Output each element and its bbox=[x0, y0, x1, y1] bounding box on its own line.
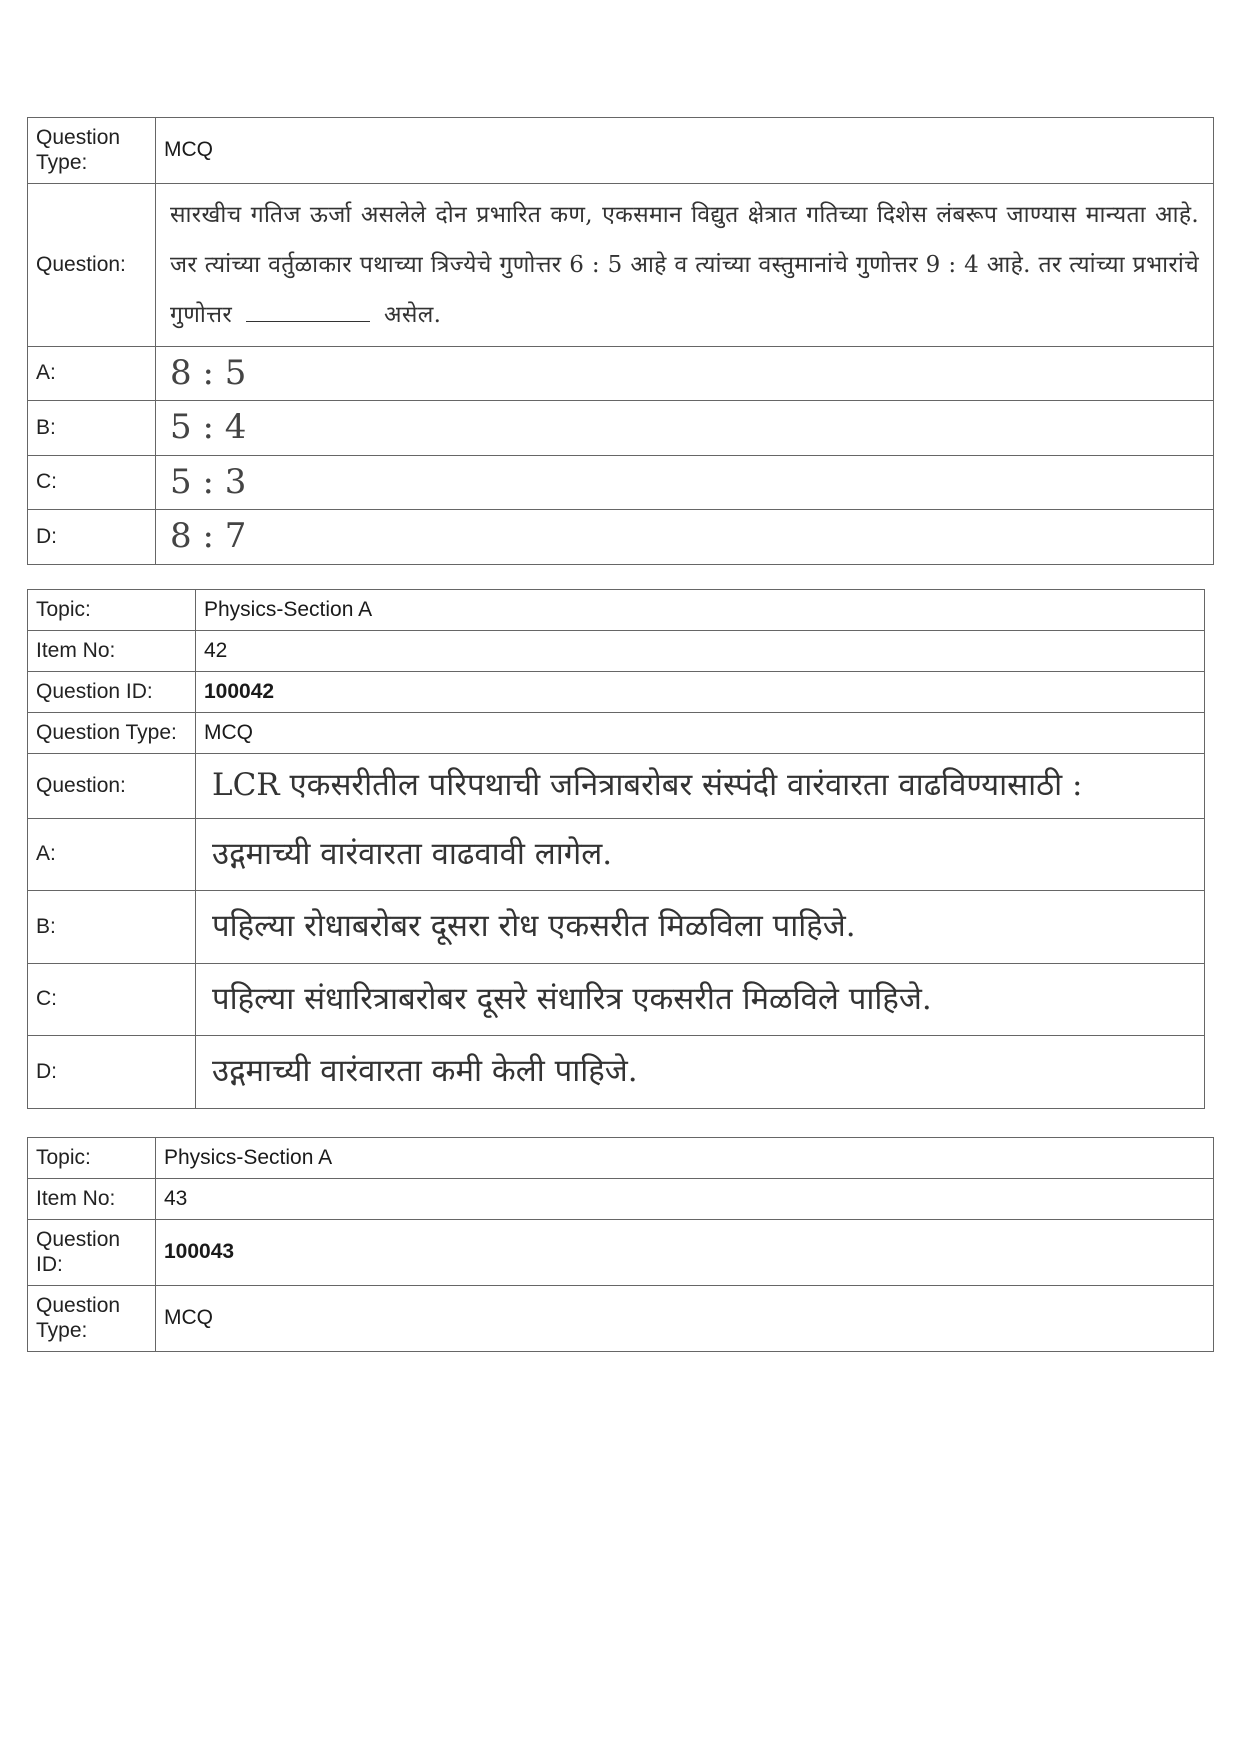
item-no-value: 43 bbox=[156, 1179, 1214, 1220]
option-d-text: उद्गमाच्यी वारंवारता कमी केली पाहिजे. bbox=[196, 1036, 1205, 1109]
option-c-text: पहिल्या संधारित्राबरोबर दूसरे संधारित्र एकसरीत मिळविले पाहिजे. bbox=[196, 964, 1205, 1036]
question-type-value: MCQ bbox=[196, 713, 1205, 754]
question-type-label: Question Type: bbox=[28, 1286, 156, 1352]
topic-label: Topic: bbox=[28, 1138, 156, 1179]
item-no-row bbox=[28, 631, 1205, 672]
option-b-label: B: bbox=[28, 401, 156, 456]
question-id-value: 100042 bbox=[196, 672, 1205, 713]
item-no-label: Item No: bbox=[28, 1179, 156, 1220]
answer-blank bbox=[246, 301, 370, 322]
question-block-43 bbox=[27, 1137, 1214, 1352]
option-row-c bbox=[28, 456, 1214, 510]
topic-row bbox=[28, 1138, 1214, 1179]
question-block-41 bbox=[27, 117, 1214, 565]
question-type-row bbox=[28, 713, 1205, 754]
option-b-text: पहिल्या रोधाबरोबर दूसरा रोध एकसरीत मिळविला पाहिजे. bbox=[196, 891, 1205, 964]
option-b-text: 5 : 4 bbox=[156, 401, 1214, 456]
question-type-row bbox=[28, 1286, 1214, 1352]
question-text-main: सारखीच गतिज ऊर्जा असलेले दोन प्रभारित कण, एकसमान विद्युत क्षेत्रात गतिच्या दिशेस लंबरूप जाण्यास मान्यता आहे. जर त्यांच्या वर्तुळाकार पथाच्या त्रिज्येचे गुणोत्तर 6 : 5 आहे व त्यांच्या वस्तुमानांचे गुणोत्तर 9 : 4 आहे. तर त्यांच्या प्रभारांचे गुणोत्तर bbox=[170, 202, 1199, 328]
question-id-label: Question ID: bbox=[28, 672, 196, 713]
option-row-c bbox=[28, 964, 1205, 1036]
option-row-b bbox=[28, 891, 1205, 964]
topic-row bbox=[28, 590, 1205, 631]
option-a-label: A: bbox=[28, 347, 156, 401]
question-text: LCR एकसरीतील परिपथाची जनित्राबरोबर संस्पंदी वारंवारता वाढविण्यासाठी : bbox=[196, 754, 1205, 819]
option-c-label: C: bbox=[28, 456, 156, 510]
question-label: Question: bbox=[28, 184, 156, 347]
question-row bbox=[28, 754, 1205, 819]
question-row bbox=[28, 184, 1214, 347]
option-row-d bbox=[28, 1036, 1205, 1109]
option-a-text: 8 : 5 bbox=[156, 347, 1214, 401]
option-row-d bbox=[28, 510, 1214, 565]
option-row-b bbox=[28, 401, 1214, 456]
option-c-label: C: bbox=[28, 964, 196, 1036]
option-c-text: 5 : 3 bbox=[156, 456, 1214, 510]
option-row-a bbox=[28, 819, 1205, 891]
item-no-row bbox=[28, 1179, 1214, 1220]
question-type-value: MCQ bbox=[156, 1286, 1214, 1352]
question-type-label: Question Type: bbox=[28, 713, 196, 754]
option-d-text: 8 : 7 bbox=[156, 510, 1214, 565]
option-a-label: A: bbox=[28, 819, 196, 891]
question-id-row bbox=[28, 672, 1205, 713]
item-no-value: 42 bbox=[196, 631, 1205, 672]
question-id-row bbox=[28, 1220, 1214, 1286]
option-row-a bbox=[28, 347, 1214, 401]
option-a-text: उद्गमाच्यी वारंवारता वाढवावी लागेल. bbox=[196, 819, 1205, 891]
topic-label: Topic: bbox=[28, 590, 196, 631]
question-text bbox=[156, 184, 1214, 347]
question-id-value: 100043 bbox=[156, 1220, 1214, 1286]
option-d-label: D: bbox=[28, 1036, 196, 1109]
question-text-end: असेल. bbox=[384, 302, 442, 328]
question-type-row bbox=[28, 118, 1214, 184]
question-block-42 bbox=[27, 589, 1205, 1109]
option-d-label: D: bbox=[28, 510, 156, 565]
question-label: Question: bbox=[28, 754, 196, 819]
option-b-label: B: bbox=[28, 891, 196, 964]
question-id-label: Question ID: bbox=[28, 1220, 156, 1286]
question-type-label: Question Type: bbox=[28, 118, 156, 184]
question-type-value: MCQ bbox=[156, 118, 1214, 184]
topic-value: Physics-Section A bbox=[156, 1138, 1214, 1179]
topic-value: Physics-Section A bbox=[196, 590, 1205, 631]
item-no-label: Item No: bbox=[28, 631, 196, 672]
